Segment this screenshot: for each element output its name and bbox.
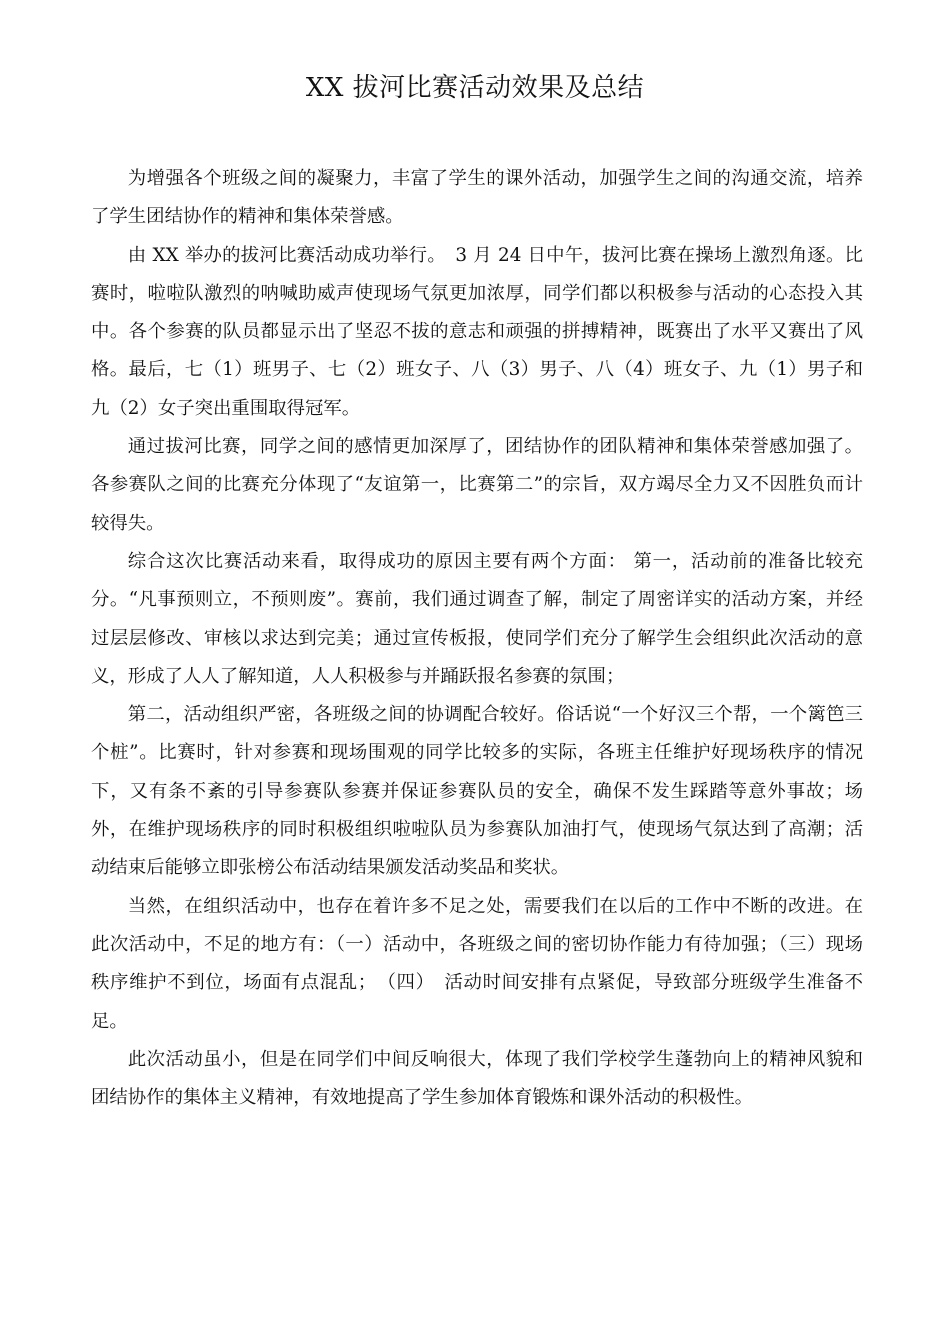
paragraph-reason-two: 第二，活动组织严密，各班级之间的协调配合较好。俗话说“一个好汉三个帮，一个篱笆三个桩”。比赛时，针对参赛和现场围观的同学比较多的实际，各班主任维护好现场秩序的情况下，又有条不紊的引导参赛队参赛并保证参赛队员的安全，确保不发生踩踏等意外事故；场外，在维护现场秩序的同时积极组织啦啦队员为参赛队加油打气，使现场气氛达到了高潮；活动结束后能够立即张榜公布活动结果颁发活动奖品和奖状。: [91, 704, 863, 879]
paragraph-shortcomings: 当然，在组织活动中，也存在着许多不足之处，需要我们在以后的工作中不断的改进。在此次活动中，不足的地方有：（一）活动中，各班级之间的密切协作能力有待加强；（三）现场秩序维护不到位，场面有点混乱； （四） 活动时间安排有点紧促，导致部分班级学生准备不足。: [91, 895, 863, 1032]
document-body: [91, 160, 863, 1117]
paragraph-event: 由 XX 举办的拔河比赛活动成功举行。 3 月 24 日中午，拔河比赛在操场上激烈角逐。比赛时，啦啦队激烈的呐喊助威声使现场气氛更加浓厚，同学们都以积极参与活动的心态投入其中。各个参赛的队员都显示出了坚忍不拔的意志和顽强的拼搏精神，既赛出了水平又赛出了风格。最后，七（1）班男子、七（2）班女子、八（3）男子、八（4）班女子、九（1）男子和九（2）女子突出重围取得冠军。: [91, 244, 863, 419]
document-title: XX 拔河比赛活动效果及总结: [305, 73, 645, 103]
paragraph-intro: 为增强各个班级之间的凝聚力，丰富了学生的课外活动，加强学生之间的沟通交流，培养了学生团结协作的精神和集体荣誉感。: [91, 168, 863, 228]
paragraph-reason-one: 综合这次比赛活动来看，取得成功的原因主要有两个方面： 第一，活动前的准备比较充分。“凡事预则立，不预则废”。赛前，我们通过调查了解，制定了周密详实的活动方案，并经过层层修改、审核以求达到完美；通过宣传板报，使同学们充分了解学生会组织此次活动的意义，形成了人人了解知道，人人积极参与并踊跃报名参赛的氛围；: [91, 550, 863, 687]
paragraph-effect: 通过拔河比赛，同学之间的感情更加深厚了，团结协作的团队精神和集体荣誉感加强了。各参赛队之间的比赛充分体现了“友谊第一，比赛第二”的宗旨，双方竭尽全力又不因胜负而计较得失。: [91, 436, 863, 534]
paragraph-conclusion: 此次活动虽小，但是在同学们中间反响很大，体现了我们学校学生蓬勃向上的精神风貌和团结协作的集体主义精神，有效地提高了学生参加体育锻炼和课外活动的积极性。: [91, 1048, 863, 1109]
